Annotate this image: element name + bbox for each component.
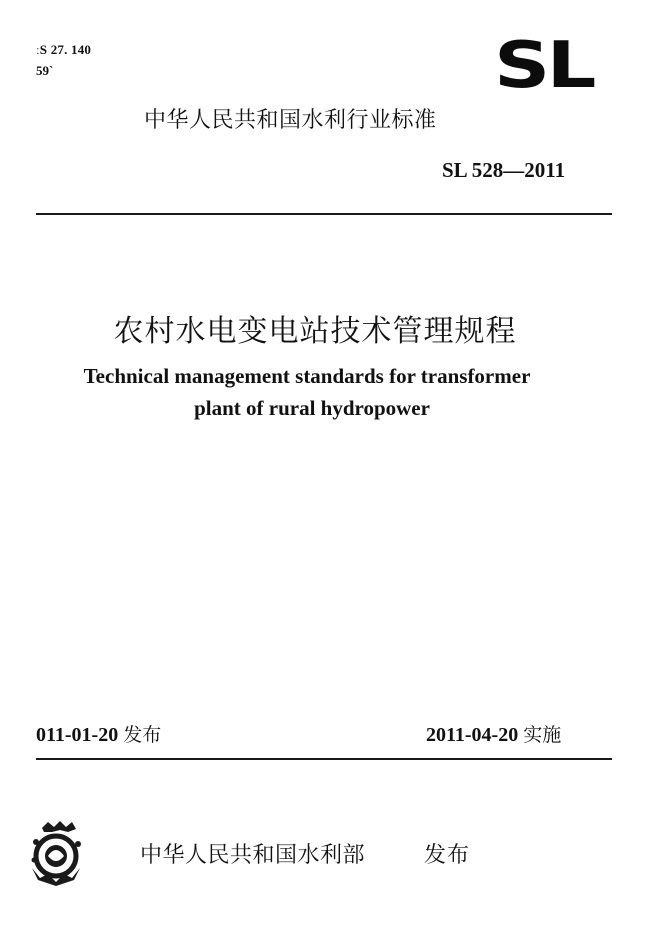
ics-code: ːS 27. 140 xyxy=(36,42,92,57)
standard-category: 中华人民共和国水利行业标准 xyxy=(144,108,437,133)
issue-label: 发布 xyxy=(123,724,162,746)
implement-date-block xyxy=(426,720,561,747)
publisher-name: 中华人民共和国水利部 xyxy=(140,843,366,868)
issue-date-block xyxy=(36,720,161,747)
standard-number: SL 528—2011 xyxy=(442,158,566,182)
implement-label: 实施 xyxy=(523,724,562,746)
title-english-line2: plant of rural hydropower xyxy=(194,396,430,420)
publish-action: 发布 xyxy=(424,843,471,868)
top-divider xyxy=(36,213,612,215)
implement-date: 2011-04-20 xyxy=(426,724,519,746)
issue-date: 011-01-20 xyxy=(36,724,119,746)
bottom-divider xyxy=(36,758,612,760)
title-english-line1: Technical management standards for transformer xyxy=(83,364,531,388)
ccs-code: 59ˋ xyxy=(36,63,54,78)
title-chinese: 农村水电变电站技术管理规程 xyxy=(113,314,517,349)
ministry-emblem-icon xyxy=(28,820,86,886)
sl-logo: SL xyxy=(494,29,593,103)
